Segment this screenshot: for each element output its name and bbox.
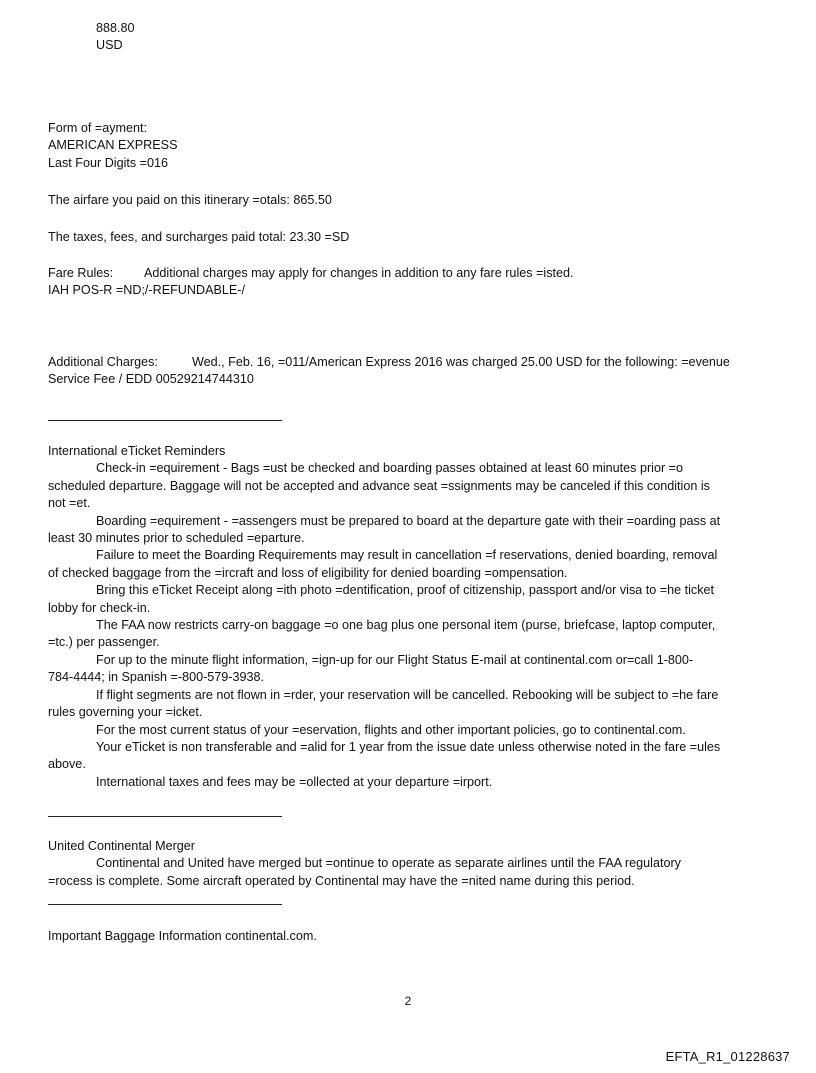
divider (48, 420, 282, 421)
merger-heading: United Continental Merger (48, 839, 196, 853)
amount-currency: USD (96, 38, 123, 53)
merger-section (48, 838, 770, 890)
reminder-paragraph: The FAA now restricts carry-on baggage =o one bag plus one personal item (purse, briefcase, laptop computer, =tc.) per passenger. (48, 618, 716, 650)
reminder-paragraph: Failure to meet the Boarding Requirements may result in cancellation =f reservations, denied boarding, removal of checked baggage from the =ircraft and loss of eligibility for denied boarding =ompensation. (48, 548, 718, 580)
additional-charges-block (48, 354, 770, 389)
additional-charges-label: Additional Charges: (48, 355, 158, 369)
payment-last-four: Last Four Digits =016 (48, 155, 169, 170)
divider (48, 904, 282, 905)
additional-charges-text-cont: Service Fee / EDD 00529214744310 (48, 372, 254, 387)
merger-paragraph: Continental and United have merged but =ontinue to operate as separate airlines until the FAA regulatory =rocess is complete. Some aircraft operated by Continental may have the =nited name during this period. (48, 856, 681, 888)
fare-rules-code: IAH POS-R =ND;/-REFUNDABLE-/ (48, 283, 245, 298)
fare-rules-block (48, 265, 770, 300)
reminders-heading: International eTicket Reminders (48, 444, 226, 458)
airfare-total: The airfare you paid on this itinerary =otals: 865.50 (48, 193, 332, 207)
payment-label: Form of =ayment: (48, 121, 148, 135)
reminder-paragraph: If flight segments are not flown in =rder, your reservation will be cancelled. Rebooking will be subject to =he fare rules governing your =icket. (48, 687, 719, 720)
reminder-paragraph: Boarding =equirement - =assengers must be prepared to board at the departure gate with their =oarding pass at least 30 minutes prior to scheduled =eparture. (48, 513, 721, 546)
payment-block (48, 120, 770, 172)
reminder-paragraph: Bring this eTicket Receipt along =ith photo =dentification, proof of citizenship, passport and/or visa to =he ticket lobby for check-in. (48, 583, 715, 615)
reminder-paragraph: For the most current status of your =eservation, flights and other important policies, go to continental.com. (96, 722, 686, 737)
reminder-paragraph: International taxes and fees may be =ollected at your departure =irport. (96, 774, 493, 789)
reminder-paragraph: For up to the minute flight information, =ign-up for our Flight Status E-mail at continental.com or=call 1-800- 784-4444; in Spanish =-800-579-3938. (48, 652, 694, 685)
amount-value: 888.80 (96, 21, 135, 35)
payment-card: AMERICAN EXPRESS (48, 138, 178, 153)
fare-rules-label: Fare Rules: (48, 266, 114, 280)
additional-charges-text: Wed., Feb. 16, =011/American Express 2016 was charged 25.00 USD for the following: =evenue (192, 355, 730, 369)
amount-block (96, 20, 135, 55)
fare-rules-text: Additional charges may apply for changes in addition to any fare rules =isted. (144, 266, 574, 280)
reminder-paragraph: Your eTicket is non transferable and =alid for 1 year from the issue date unless otherwise noted in the fare =ules above. (48, 739, 721, 772)
divider (48, 816, 282, 817)
baggage-info: Important Baggage Information continental.com. (48, 929, 317, 943)
page-number: 2 (404, 994, 412, 1008)
reminder-paragraph: Check-in =equirement - Bags =ust be checked and boarding passes obtained at least 60 minutes prior =o scheduled departure. Baggage will not be accepted and advance seat =ssignments may be canceled if this condition is not =et. (48, 461, 710, 511)
taxes-total: The taxes, fees, and surcharges paid total: 23.30 =SD (48, 230, 350, 244)
document-id: EFTA_R1_01228637 (665, 1049, 790, 1064)
reminders-section (48, 443, 770, 791)
